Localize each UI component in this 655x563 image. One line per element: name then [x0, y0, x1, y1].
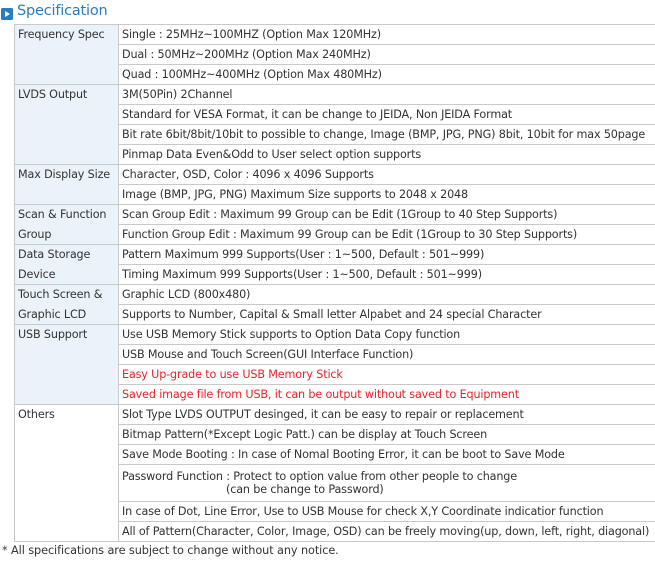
category-usb-support: USB Support — [15, 325, 119, 405]
spec-value: Single : 25MHz~100MHZ (Option Max 120MHz) — [119, 25, 655, 45]
category-frequency-spec: Frequency Spec — [15, 25, 119, 85]
spec-value-highlight: Easy Up-grade to use USB Memory Stick — [119, 365, 655, 385]
category-max-display-size: Max Display Size — [15, 165, 119, 205]
section-title: Specification — [17, 3, 108, 19]
spec-value: Image (BMP, JPG, PNG) Maximum Size supports to 2048 x 2048 — [119, 185, 655, 205]
table-row — [15, 285, 655, 305]
spec-value: Character, OSD, Color : 4096 x 4096 Supports — [119, 165, 655, 185]
table-row — [15, 305, 655, 325]
table-row — [15, 225, 655, 245]
spec-value: Timing Maximum 999 Supports(User : 1~500, Default : 501~999) — [119, 265, 655, 285]
table-row — [15, 245, 655, 265]
spec-value: Quad : 100MHz~400MHz (Option Max 480MHz) — [119, 65, 655, 85]
category-data-storage-line1: Data Storage — [15, 245, 119, 265]
spec-value: Graphic LCD (800x480) — [119, 285, 655, 305]
spec-value: Supports to Number, Capital & Small letter Alpabet and 24 special Character — [119, 305, 655, 325]
table-row — [15, 405, 655, 425]
category-others: Others — [15, 405, 119, 542]
spec-value: In case of Dot, Line Error, Use to USB Mouse for check X,Y Coordinate indicatior function — [119, 502, 655, 522]
spec-value: All of Pattern(Character, Color, Image, OSD) can be freely moving(up, down, left, right, diagonal) — [119, 522, 655, 542]
section-header — [0, 0, 108, 22]
spec-table — [14, 24, 655, 542]
spec-value: Dual : 50MHz~200MHz (Option Max 240MHz) — [119, 45, 655, 65]
spec-value: Save Mode Booting : In case of Nomal Booting Error, it can be boot to Save Mode — [119, 445, 655, 465]
spec-value-line1: Password Function : Protect to option value from other people to change — [122, 470, 517, 483]
spec-value-highlight: Saved image file from USB, it can be output without saved to Equipment — [119, 385, 655, 405]
category-data-storage-line2: Device — [15, 265, 119, 285]
play-square-icon — [1, 5, 13, 17]
category-touch-screen-line2: Graphic LCD — [15, 305, 119, 325]
footnote: * All specifications are subject to change without any notice. — [2, 544, 339, 557]
spec-value: Bit rate 6bit/8bit/10bit to possible to change, Image (BMP, JPG, PNG) 8bit, 10bit for max 50page — [119, 125, 655, 145]
table-row — [15, 325, 655, 345]
table-row — [15, 265, 655, 285]
table-row — [15, 25, 655, 45]
category-lvds-output: LVDS Output — [15, 85, 119, 165]
category-scan-function-line2: Group — [15, 225, 119, 245]
spec-value: Pattern Maximum 999 Supports(User : 1~500, Default : 501~999) — [119, 245, 655, 265]
spec-value: Use USB Memory Stick supports to Option Data Copy function — [119, 325, 655, 345]
spec-value: Standard for VESA Format, it can be change to JEIDA, Non JEIDA Format — [119, 105, 655, 125]
spec-value: Pinmap Data Even&Odd to User select option supports — [119, 145, 655, 165]
spec-value: Scan Group Edit : Maximum 99 Group can be Edit (1Group to 40 Step Supports) — [119, 205, 655, 225]
spec-value: 3M(50Pin) 2Channel — [119, 85, 655, 105]
category-scan-function-line1: Scan & Function — [15, 205, 119, 225]
spec-value-multiline — [119, 465, 655, 502]
spec-value: Bitmap Pattern(*Except Logic Patt.) can be display at Touch Screen — [119, 425, 655, 445]
spec-value: Slot Type LVDS OUTPUT desinged, it can be easy to repair or replacement — [119, 405, 655, 425]
spec-value: USB Mouse and Touch Screen(GUI Interface Function) — [119, 345, 655, 365]
table-row — [15, 85, 655, 105]
table-row — [15, 165, 655, 185]
spec-value: Function Group Edit : Maximum 99 Group can be Edit (1Group to 30 Step Supports) — [119, 225, 655, 245]
spec-value-line2: (can be change to Password) — [226, 483, 384, 496]
table-row — [15, 205, 655, 225]
category-touch-screen-line1: Touch Screen & — [15, 285, 119, 305]
